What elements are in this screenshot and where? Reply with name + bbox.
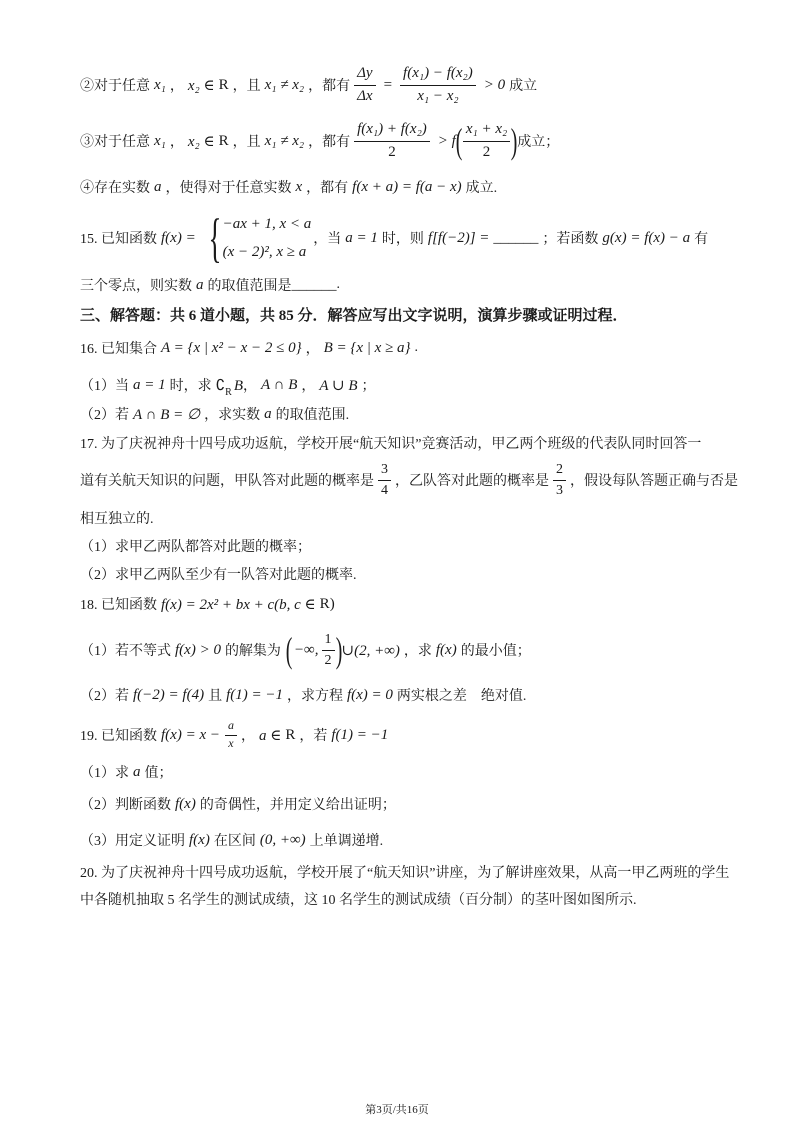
- answer-blank: ______: [291, 276, 337, 293]
- text-segment: ，: [169, 135, 184, 150]
- math-expression: x₂ ∈: [187, 133, 215, 150]
- question-19-part-1: [80, 760, 173, 784]
- right-parenthesis: ): [510, 121, 518, 161]
- condition-2-line: [80, 60, 537, 110]
- math-expression: (0, +∞): [259, 831, 306, 848]
- text-segment: （2）若: [80, 408, 129, 423]
- real-set-symbol: R: [218, 132, 229, 149]
- text-segment: ，: [301, 379, 316, 394]
- math-expression: g(x) = f(x) − a: [602, 229, 691, 246]
- math-expression: x₁ ≠ x₂: [264, 76, 305, 93]
- fraction: [354, 64, 375, 106]
- fraction-denominator: x: [225, 735, 237, 751]
- fraction-numerator: f(x₁) − f(x₂): [403, 65, 473, 82]
- math-expression: a: [133, 763, 141, 780]
- fraction-numerator: x₁ + x₂: [465, 121, 508, 138]
- text-segment: 的奇偶性，并用定义给出证明；: [199, 798, 396, 813]
- question-17-part-1: [80, 534, 311, 558]
- question-18-part-2: [80, 683, 526, 707]
- math-expression: f(x) = 2x² + bx + c(b, c ∈: [161, 596, 316, 613]
- fraction-denominator: 4: [378, 480, 391, 500]
- question-15-line-2: [80, 273, 340, 297]
- text-segment: 三个零点，则实数: [80, 279, 192, 294]
- question-number-text: 16. 已知集合: [80, 342, 157, 357]
- question-text: （1）求甲乙两队都答对此题的概率；: [80, 540, 311, 555]
- text-segment: 道有关航天知识的问题，甲队答对此题的概率是: [80, 474, 374, 489]
- text-segment: ④存在实数: [80, 181, 150, 196]
- fraction: [463, 120, 510, 162]
- question-18-part-1: [80, 625, 531, 675]
- math-expression: f(x): [435, 641, 457, 658]
- math-expression: x: [295, 178, 303, 195]
- math-expression: x₁: [154, 76, 166, 93]
- fraction: [553, 461, 566, 500]
- text-segment: 的取值范围是: [207, 279, 292, 294]
- question-17-line-2: [80, 455, 738, 505]
- complement-symbol: ∁: [215, 377, 226, 394]
- text-segment: （2）若: [80, 689, 129, 704]
- piecewise-brace: {: [208, 208, 222, 268]
- text-segment: 上单调递增.: [309, 834, 384, 849]
- text-segment: ，求: [403, 644, 432, 659]
- fraction-denominator: 2: [322, 650, 335, 670]
- text-segment: ；若函数: [542, 232, 599, 247]
- math-expression: ∪(2, +∞): [341, 642, 400, 659]
- fraction-denominator: Δx: [354, 85, 375, 106]
- fraction-numerator: f(x₁) + f(x₂): [357, 121, 427, 138]
- math-expression: [215, 376, 244, 398]
- fraction: [354, 120, 430, 162]
- fraction-numerator: Δy: [357, 65, 373, 82]
- question-text: （2）求甲乙两队至少有一队答对此题的概率.: [80, 568, 357, 583]
- text-segment: 在区间: [213, 834, 256, 849]
- math-expression: > 0: [483, 76, 506, 93]
- fraction: [378, 461, 391, 500]
- left-parenthesis: (: [455, 121, 463, 161]
- fraction: [322, 631, 335, 670]
- math-expression: a = 1: [345, 229, 378, 246]
- text-segment: ，都有: [308, 79, 351, 94]
- question-15-line-1: [80, 210, 708, 266]
- condition-3-line: [80, 116, 559, 166]
- condition-4-line: [80, 175, 497, 199]
- text-segment: （2）判断函数: [80, 798, 171, 813]
- text-segment: 的解集为: [224, 644, 281, 659]
- math-expression: −∞,: [293, 641, 319, 658]
- math-expression: f(x) = 0: [346, 686, 393, 703]
- question-text: 相互独立的.: [80, 512, 154, 527]
- text-segment: ，: [305, 342, 320, 357]
- question-18-intro: [80, 592, 339, 616]
- text-segment: ，: [240, 729, 255, 744]
- math-expression: f(x): [175, 795, 196, 812]
- math-expression: B = {x | x ≥ a}: [323, 339, 411, 356]
- question-text: 20. 为了庆祝神舟十四号成功返航，学校开展了“航天知识”讲座，为了解讲座效果，从高一甲乙两班的学生: [80, 866, 730, 881]
- math-expression: a = 1: [133, 376, 166, 393]
- text-segment: ，若: [299, 729, 328, 744]
- fraction-denominator: 2: [354, 141, 430, 162]
- text-segment: 成立: [509, 79, 538, 94]
- text-segment: .: [414, 340, 419, 355]
- question-17-part-2: [80, 562, 357, 586]
- math-expression: f(x + a) = f(a − x): [352, 178, 462, 195]
- question-16-part-2: [80, 402, 349, 426]
- text-segment: 且: [208, 689, 223, 704]
- text-segment: ，求方程: [286, 689, 343, 704]
- math-expression: f(−2) = f(4): [133, 686, 205, 703]
- answer-blank: ______: [493, 229, 539, 246]
- fraction: [400, 64, 476, 106]
- question-20-line-1: [80, 860, 729, 884]
- page-number-footer: 第3页/共16页: [365, 1104, 429, 1116]
- text-segment: （3）用定义证明: [80, 834, 185, 849]
- math-expression: > f: [437, 132, 456, 149]
- fraction-numerator: 3: [381, 461, 388, 477]
- text-segment: 成立.: [465, 181, 498, 196]
- math-expression: f[f(−2)] =: [427, 229, 490, 246]
- math-expression: f(x): [189, 831, 210, 848]
- fraction: [225, 719, 237, 751]
- math-expression: f(x) =: [161, 229, 196, 246]
- text-segment: ，: [169, 79, 184, 94]
- text-segment: ，求实数: [204, 408, 261, 423]
- text-segment: ，都有: [308, 135, 351, 150]
- text-segment: （1）若不等式: [80, 644, 171, 659]
- fraction-denominator: 3: [553, 480, 566, 500]
- real-set-symbol: R: [319, 595, 330, 612]
- text-segment: ；: [361, 379, 376, 394]
- fraction-denominator: x₁ − x₂: [400, 85, 476, 106]
- text-segment: ，且: [232, 79, 261, 94]
- math-expression: f(1) = −1: [331, 726, 389, 743]
- math-expression: f(x) = x −: [161, 726, 220, 743]
- piecewise-case-1: −ax + 1, x < a: [222, 216, 312, 232]
- text-segment: 的最小值；: [460, 644, 531, 659]
- text-segment: 值；: [144, 766, 173, 781]
- math-expression: f(x) > 0: [175, 641, 221, 658]
- piecewise-case-2: (x − 2)², x ≥ a: [222, 244, 307, 260]
- set-name: B: [233, 377, 244, 394]
- question-20-line-2: [80, 887, 637, 911]
- math-expression: f(1) = −1: [226, 686, 283, 703]
- text-segment: 时，求: [169, 379, 212, 394]
- question-16-part-1: [80, 373, 376, 397]
- question-number-text: 19. 已知函数: [80, 729, 157, 744]
- math-expression: A ∪ B: [319, 377, 358, 394]
- text-segment: ，使得对于任意实数: [165, 181, 292, 196]
- fraction-numerator: a: [227, 718, 234, 733]
- math-expression: A ∩ B = ∅: [133, 406, 201, 423]
- section-3-heading: [80, 302, 628, 326]
- question-17-line-1: [80, 431, 701, 455]
- text-segment: ，且: [232, 135, 261, 150]
- text-segment: 成立；: [517, 135, 560, 150]
- math-expression: x₁ ≠ x₂: [264, 132, 305, 149]
- text-segment: ，乙队答对此题的概率是: [395, 474, 549, 489]
- right-parenthesis: ): [335, 630, 342, 670]
- real-set-symbol: R: [218, 76, 229, 93]
- text-segment: ，假设每队答题正确与否是: [570, 474, 738, 489]
- text-segment: （1）当: [80, 379, 129, 394]
- piecewise-cases: [223, 210, 312, 266]
- question-text: 17. 为了庆祝神舟十四号成功返航，学校开展“航天知识”竞赛活动，甲乙两个班级的代表队同时回答一: [80, 437, 702, 452]
- math-expression: a: [264, 405, 272, 422]
- math-expression: a ∈: [258, 727, 282, 744]
- complement-subscript: R: [225, 386, 232, 398]
- question-17-line-3: [80, 506, 154, 530]
- left-parenthesis: (: [285, 630, 293, 670]
- real-set-symbol: R: [285, 726, 296, 743]
- text-segment: 有: [694, 232, 709, 247]
- question-text: 中各随机抽取 5 名学生的测试成绩，这 10 名学生的测试成绩（百分制）的茎叶图如图所示.: [80, 893, 637, 908]
- question-16-intro: [80, 336, 418, 360]
- math-expression: x₁: [154, 132, 166, 149]
- fraction-numerator: 2: [556, 461, 563, 477]
- math-expression: A ∩ B: [261, 376, 298, 393]
- text-segment: ，当: [313, 232, 342, 247]
- question-19-part-3: [80, 828, 383, 852]
- math-expression: x₂ ∈: [187, 77, 215, 94]
- text-segment: 两实根之差 绝对值.: [396, 689, 527, 704]
- question-number-text: 15. 已知函数: [80, 232, 157, 247]
- math-expression: A = {x | x² − x − 2 ≤ 0}: [161, 339, 302, 356]
- question-number-text: 18. 已知函数: [80, 598, 157, 613]
- question-19-part-2: [80, 792, 396, 816]
- text-segment: ，都有: [306, 181, 349, 196]
- fraction-numerator: 1: [324, 631, 332, 647]
- text-segment: （1）求: [80, 766, 129, 781]
- text-segment: 时，则: [381, 232, 424, 247]
- fraction-denominator: 2: [463, 141, 510, 162]
- math-expression: a: [154, 178, 162, 195]
- equals-sign: =: [383, 76, 393, 93]
- section-heading-text: 三、解答题：共 6 道小题，共 85 分．解答应写出文字说明，演算步骤或证明过程．: [80, 307, 628, 324]
- piecewise-function: [202, 210, 312, 266]
- right-parenthesis: ): [329, 595, 335, 612]
- text-segment: ③对于任意: [80, 135, 150, 150]
- math-expression: a: [196, 276, 204, 293]
- text-segment: 的取值范围.: [275, 408, 350, 423]
- text-segment: .: [336, 277, 340, 292]
- text-segment: ，: [243, 379, 258, 394]
- text-segment: ②对于任意: [80, 79, 150, 94]
- question-19-intro: [80, 715, 392, 755]
